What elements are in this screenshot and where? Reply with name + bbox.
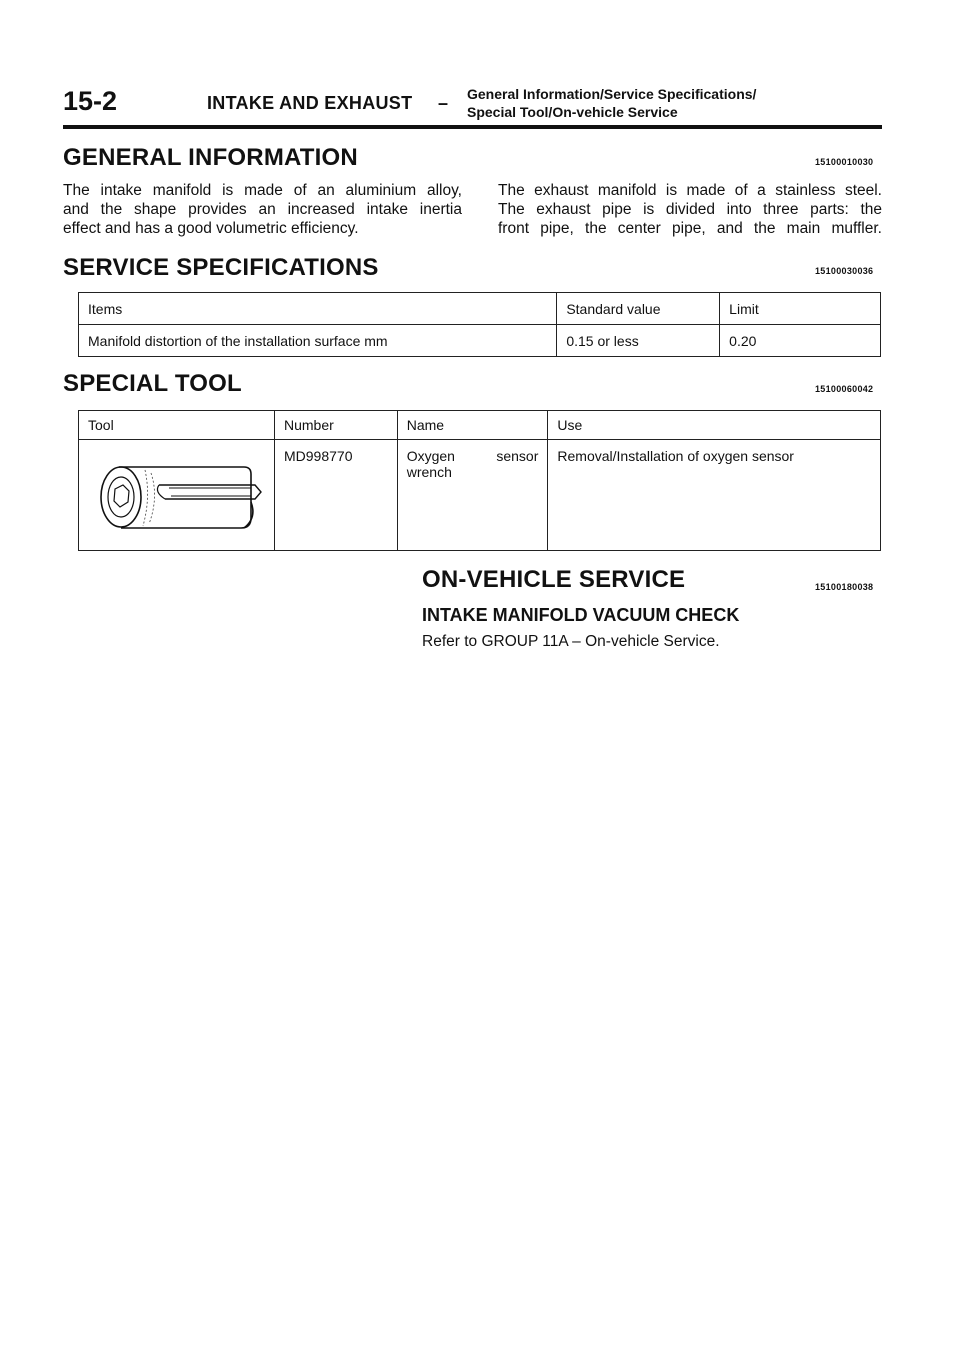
tool-name-line: wrench: [406, 464, 452, 480]
tool-name-word: Oxygen: [406, 448, 455, 464]
column-header-tool: Tool: [79, 411, 275, 440]
paragraph-line: and the shape provides an increased intake inertia: [63, 201, 462, 218]
paragraph-line: The exhaust pipe is divided into three parts: the: [498, 201, 882, 218]
table-header-row: [79, 411, 881, 440]
column-header-standard-value: Standard value: [557, 293, 720, 325]
header-subtitle-line1: General Information/Service Specifications/: [467, 86, 757, 102]
chapter-title: INTAKE AND EXHAUST: [207, 93, 413, 113]
service-specifications-code: 15100030036: [815, 266, 874, 276]
table-header-row: [79, 293, 881, 325]
on-vehicle-service-heading: ON-VEHICLE SERVICE: [422, 566, 686, 593]
service-specifications-table: [78, 292, 881, 357]
spec-limit-cell: 0.20: [720, 325, 881, 357]
general-information-code: 15100010030: [815, 157, 874, 167]
spec-standard-value-cell: 0.15 or less: [557, 325, 720, 357]
tool-illustration-cell: [79, 440, 275, 551]
service-specifications-heading: SERVICE SPECIFICATIONS: [63, 254, 379, 281]
header-subtitle-line2: Special Tool/On-vehicle Service: [467, 104, 678, 120]
paragraph-line: front pipe, the center pipe, and the main muffler.: [498, 220, 882, 237]
table-row: [79, 325, 881, 357]
header-separator: –: [438, 93, 449, 113]
intake-manifold-vacuum-check-heading: INTAKE MANIFOLD VACUUM CHECK: [422, 605, 740, 625]
paragraph-line: The intake manifold is made of an aluminium alloy,: [63, 182, 462, 199]
column-header-items: Items: [79, 293, 557, 325]
oxygen-sensor-wrench-illustration: [79, 440, 274, 547]
refer-to-group-note: Refer to GROUP 11A – On-vehicle Service.: [422, 633, 720, 650]
tool-name-line: [407, 448, 539, 464]
page-number: 15-2: [63, 86, 118, 116]
spec-item-cell: Manifold distortion of the installation surface mm: [79, 325, 557, 357]
special-tool-code: 15100060042: [815, 384, 874, 394]
table-row: [79, 440, 881, 551]
general-information-heading: GENERAL INFORMATION: [63, 144, 358, 171]
tool-name-word: sensor: [496, 448, 539, 464]
special-tool-heading: SPECIAL TOOL: [63, 370, 242, 397]
intake-manifold-paragraph: [63, 181, 462, 238]
exhaust-manifold-paragraph: [498, 181, 882, 238]
tool-use-cell: Removal/Installation of oxygen sensor: [548, 440, 881, 551]
special-tool-table: [78, 410, 881, 551]
paragraph-line: The exhaust manifold is made of a stainless steel.: [498, 182, 882, 199]
tool-number-cell: MD998770: [275, 440, 398, 551]
paragraph-line: effect and has a good volumetric efficiency.: [63, 220, 359, 237]
column-header-number: Number: [275, 411, 398, 440]
column-header-limit: Limit: [720, 293, 881, 325]
column-header-name: Name: [397, 411, 548, 440]
on-vehicle-service-code: 15100180038: [815, 582, 874, 592]
column-header-use: Use: [548, 411, 881, 440]
header-rule: [63, 125, 882, 129]
tool-name-cell: [397, 440, 548, 551]
